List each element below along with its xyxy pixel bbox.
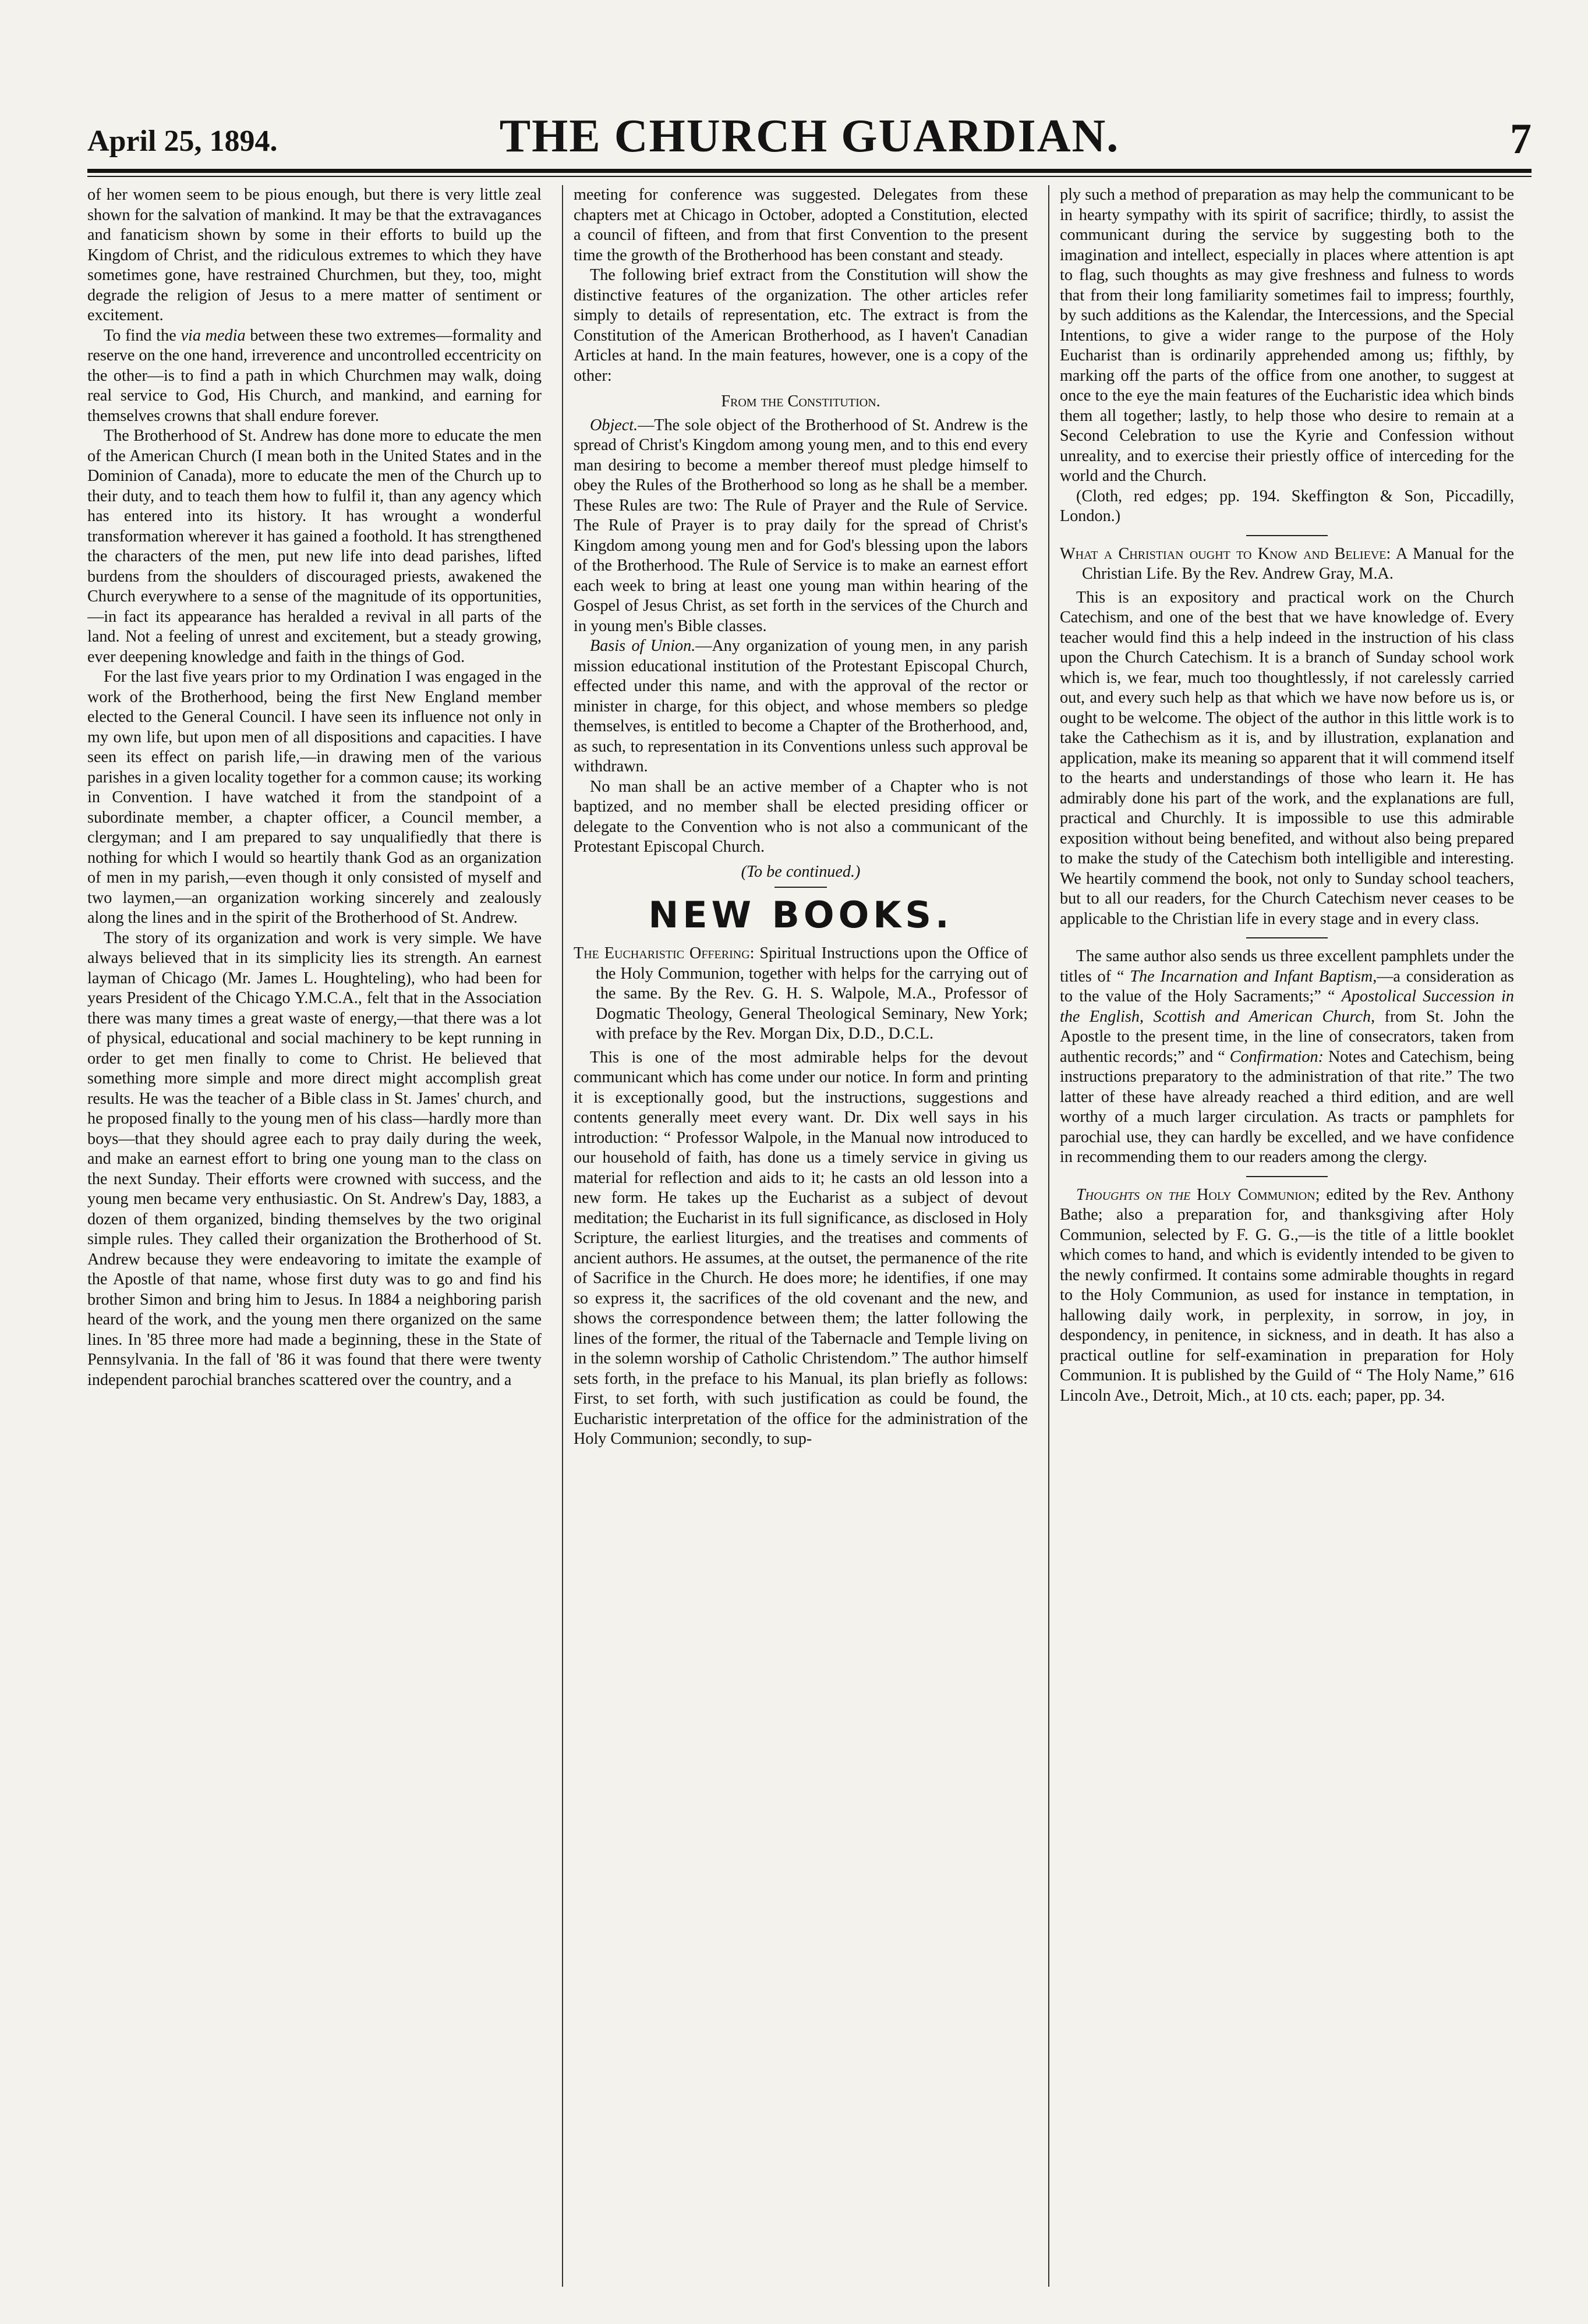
text-run: ,—a consideration as to the value of the Holy Sacraments;” “ [1060,967,1514,1005]
paragraph: ply such a method of preparation as may help the communicant to be in hearty sympathy with its spirit of sacrifice; thirdly, to assist the communicant during the service by suggesting both to the imagination and intellect, especially in places where attention is apt to flag, such thoughts as may give freshness and fulness to words that from their long familiarity sometimes fail to impress; fourthly, by such additions as the Kalendar, the Intercessions, and the Special Intentions, to give a wider range to the purpose of the Holy Eucharist than is ordinarily apprehended among us; fifthly, by marking off the parts of the office from one another, to suggest at once to the eye the main features of the Eucharistic idea which binds them all together; lastly, to help those who desire to remain at a Second Celebration to use the Kyrie and Confession without unreality, and to exercise their priestly office of interceding for the world and the Church. [1060,186,1514,485]
book-entry [1060,1185,1514,1407]
paragraph: meeting for conference was suggested. Delegates from these chapters met at Chicago in October, adopted a Constitution, elected a council of fifteen, and from that first Convention to the present time the growth of the Brotherhood has been constant and steady. [574,186,1028,264]
paragraph [574,416,1028,637]
italic-title: Confirmation: [1229,1047,1324,1066]
italic-title: Apostolical Succession in the English, Scottish and American Church [1060,987,1514,1026]
italic-title: The Incarnation and Infant Baptism [1130,967,1373,986]
issue-date: April 25, 1894. [87,125,278,158]
italic-label: Basis of Union. [590,637,696,655]
text-run: The same author also sends us three excellent pamphlets under the titles of “ [1060,947,1514,986]
italic-term: via media [181,326,246,345]
book-title: The Eucharistic Offering [574,944,750,962]
paragraph: of her women seem to be pious enough, but there is very little zeal shown for the salvation of mankind. It may be that the extravagances and fanaticism shown by some in their efforts to build up the Kingdom of Christ, and the ridiculous extremes to which they have sometimes gone, have restrained Churchmen, but they, too, might degrade the religion of Jesus to a mere matter of sentiment or excitement. [87,186,542,324]
header-rule-thin [87,176,1532,177]
book-description: : A Manual for the Christian Life. By the Rev. Andrew Gray, M.A. [1082,544,1514,583]
book-title: What a Christian ought to Know and Believe [1060,544,1387,563]
paragraph [574,636,1028,777]
header-rule [87,169,1532,173]
column-3 [1060,185,1514,2293]
book-entry [1060,544,1514,584]
text-run: To find the [104,326,181,345]
paragraph: This is one of the most admirable helps for the devout communicant which has come under our notice. In form and printing it is exceptionally good, but the instructions, suggestions and contents generally meet every want. Dr. Dix well says in his introduction: “ Professor Walpole, in the Manual now introduced to our household of faith, has done us a timely service in giving us material for reflection and aids to it; he casts an old lesson into a new form. He takes up the Eucharist as a subject of devout meditation; the Eucharist in its full significance, as disclosed in Holy Scripture, the earliest liturgies, and the treatises and comments of ancient authors. He assumes, at the outset, the permanence of the rite of Sacrifice in the Church. He does more; he identifies, if one may so express it, the sacrifices of the old covenant and the new, and shows the correspondence between them; the latter following the lines of the former, the ritual of the Tabernacle and Temple living on in the solemn worship of Catholic Christendom.” The author himself sets forth, in the preface to his Manual, its plan briefly as follows: First, to set forth, with such justification as could be found, the Eucharistic interpretation of the office for the administration of the Holy Communion; secondly, to sup- [574,1048,1028,1448]
paragraph: The Brotherhood of St. Andrew has done more to educate the men of the American Church (I mean both in the United States and in the Dominion of Canada), more to educate the men of the Church up to their duty, and to teach them how to fulfil it, than any agency which has entered into its history. It has wrought a wonderful transformation wherever it has gained a foothold. It has strengthened the characters of the men, put new life into dead parishes, lifted burdens from the shoulders of discouraged priests, awakened the Church everywhere to a sense of the magnitude of its opportunities,—in fact its appearance has heralded a revival in all parts of the land. Not a feeling of unrest and excitement, but a steady growing, ever deepening knowledge and faith in the things of God. [87,427,542,666]
masthead-title: THE CHURCH GUARDIAN. [499,111,1120,162]
text-run: —The sole object of the Brotherhood of St. Andrew is the spread of Christ's Kingdom among young men, and to this end every man desiring to become a member thereof must pledge himself to obey the Rules of the Brotherhood so long as he shall be a member. These Rules are two: The Rule of Prayer and the Rule of Service. The Rule of Prayer is to pray daily for the spread of Christ's Kingdom among young men and for God's blessing upon the labors of the Brotherhood. The Rule of Service is to make an earnest effort each week to bring at least one young man within hearing of the Gospel of Jesus Christ, as set forth in the services of the Church and in young men's Bible classes. [574,416,1028,635]
publication-note: (Cloth, red edges; pp. 194. Skeffington & Son, Piccadilly, London.) [1060,487,1514,525]
text-run: —Any organization of young men, in any parish mission educational institution of the Protestant Episcopal Church, effected under this name, and with the approval of the rector or minister in charge, for this object, and whose members so pledge themselves, is entitled to become a Chapter of the Brotherhood, and, as such, to representation in its Conventions unless such approval be withdrawn. [574,637,1028,775]
column-2 [574,185,1028,2293]
section-heading: From the Constitution. [721,392,880,410]
column-divider [562,185,563,2287]
divider [1246,937,1328,938]
paragraph: No man shall be an active member of a Chapter who is not baptized, and no member shall be elected presiding officer or delegate to the Convention who is not also a communicant of the Protestant Episcopal Church. [574,777,1028,856]
divider [1246,535,1328,536]
text-run: , from St. John the Apostle to the present time, in the line of consecrators, taken from authentic records;” and “ [1060,1007,1514,1066]
book-entry [574,944,1028,1044]
paragraph [1060,947,1514,1168]
book-title: Thoughts on the [1076,1185,1197,1204]
divider [1246,1176,1328,1177]
paragraph: The following brief extract from the Constitution will show the distinctive features of the organization. The other articles refer simply to details of representation, etc. The extract is from the Constitution of the American Brotherhood, as I haven't Canadian Articles at hand. In the main features, however, one is a copy of the other: [574,266,1028,385]
text-run: Notes and Catechism, being instructions preparatory to the administration of that rite.” The two latter of these have already reached a third edition, and are well worthy of a much larger circulation. As tracts or pamphlets for parochial use, they can hardly be excelled, and we have confidence in recommending them to our readers among the clergy. [1060,1047,1514,1166]
page-number: 7 [1510,115,1532,163]
paragraph: This is an expository and practical work on the Church Catechism, and one of the best that we have knowledge of. Every teacher would find this a help indeed in the instruction of his class upon the Church Catechism. It is a branch of Sunday school work which is, we fear, much too thoughtlessly, if not carelessly carried out, and every such help as that which we have now before us is, or ought to be welcome. The object of the author in this little work is to take the Cathechism as it is, and by illustration, explanation and application, make its meaning so apparent that it will commend itself to the hearts and understandings of those who learn it. He has admirably done his part of the work, and the explanations are full, practical and Churchly. It is impossible to use this admirable exposition without being benefited, and without also being prepared to make the study of the Catechism both intelligible and interesting. We heartily commend the book, not only to Sunday school teachers, but to all our readers, for the Church Catechism never ceases to be applicable to the Christian life in every stage and in every class. [1060,588,1514,928]
book-description: : Spiritual Instructions upon the Office of the Holy Communion, together with helps for the carrying out of the same. By the Rev. G. H. S. Walpole, M.A., Professor of Dogmatic Theology, General Theological Seminary, New York; with preface by the Rev. Morgan Dix, D.D., D.C.L. [596,944,1028,1043]
page-header [87,102,1532,172]
divider [774,887,827,888]
book-title: Holy Communion [1197,1185,1315,1204]
column-1 [87,185,542,2293]
paragraph: For the last five years prior to my Ordination I was engaged in the work of the Brotherhood, being the first New England member elected to the General Council. I have seen its influence not only in my own life, but upon men of all dispositions and capacities. I have seen its effect on parish life,—in drawing men of the various parishes in a given locality together for a common cause; its working in Convention. I have watched it from the standpoint of a subordinate member, a chapter officer, a Council member, a clergyman; and I am prepared to say unqualifiedly that there is nothing for which I would so heartily thank God as an organization of men in my parish,—even though it only consisted of myself and two laymen,—an organization working sincerely and zealously along the lines and in the spirit of the Brotherhood of St. Andrew. [87,668,542,927]
column-divider [1048,185,1049,2287]
paragraph [87,326,542,427]
italic-label: Object. [590,416,638,434]
paragraph: The story of its organization and work is very simple. We have always believed that in its simplicity lies its strength. An earnest layman of Chicago (Mr. James L. Houghteling), who had been for years President of the Chicago Y.M.C.A., felt that in the Association there was many times a great waste of energy,—that there was a lot of physical, educational and social machinery to be kept running in order to get men finally to come to Christ. He believed that something more simple and more direct might accomplish great results. He was the teacher of a Bible class in St. James' church, and he proposed finally to the young men of his class—hardly more than boys—that they should agree each to pray daily during the week, and make an earnest effort to bring one young man to the class on the next Sunday. Their efforts were crowned with success, and the young men became very enthusiastic. On St. Andrew's Day, 1883, a dozen of them organized, binding themselves by the two original simple rules. They called their organization the Brotherhood of St. Andrew because they were endeavoring to imitate the example of the Apostle of that name, whose first duty was to go and find his brother Simon and bring him to Jesus. In 1884 a neighboring parish heard of the work, and the young men there organized on the same lines. In '85 three more had made a beginning, these in the State of Pennsylvania. In the fall of '86 it was found that there were twenty independent parochial branches scattered over the country, and a [87,929,542,1389]
new-books-heading: NEW BOOKS. [648,894,953,936]
text-run: between these two extremes—formality and reserve on the one hand, irreverence and uncontrolled eccentricity on the other—is to find a path in which Churchmen may walk, doing real service to God, His Church, and mankind, and earning for themselves crowns that shall endure forever. [87,326,542,425]
book-description: ; edited by the Rev. Anthony Bathe; also a preparation for, and thanksgiving after Holy Communion, selected by F. G. G.,—is the title of a little booklet which comes to hand, and which is evidently intended to be given to the newly confirmed. It contains some admirable thoughts in regard to the Holy Communion, as used for instance in temptation, in hallowing daily work, in perplexity, in sorrow, in joy, in despondency, in penitence, in sickness, and in death. It has also a practical outline for self-examination in preparation for Holy Communion. It is published by the Guild of “ The Holy Name,” 616 Lincoln Ave., Detroit, Mich., at 10 cts. each; paper, pp. 34. [1060,1185,1514,1405]
continued-note: (To be continued.) [741,862,861,881]
